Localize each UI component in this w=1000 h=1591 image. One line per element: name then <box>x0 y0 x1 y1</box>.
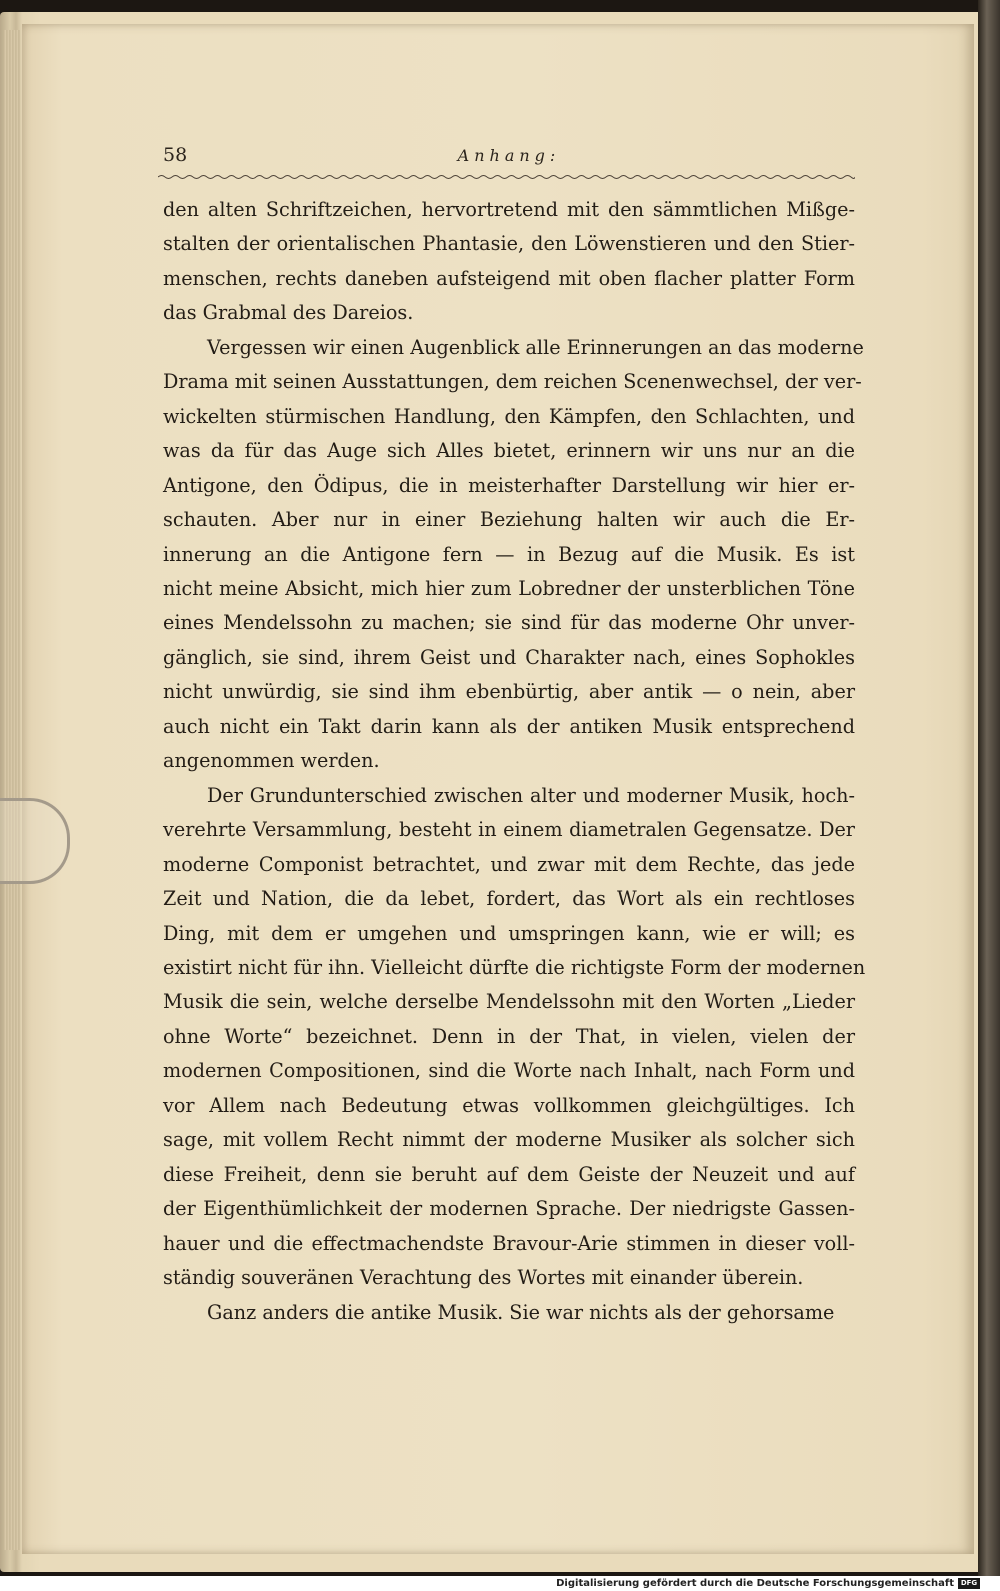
text-line: nicht unwürdig, sie sind ihm ebenbürtig, aber antik — o nein, aber <box>163 680 855 704</box>
text-line: schauten. Aber nur in einer Beziehung halten wir auch die Er- <box>163 508 855 532</box>
text-line: Drama mit seinen Ausstattungen, dem reichen Scenenwechsel, der ver- <box>163 370 862 394</box>
funding-credit: Digitalisierung gefördert durch die Deutsche Forschungsgemeinschaft <box>556 1578 954 1589</box>
text-line: Antigone, den Ödipus, die in meisterhafter Darstellung wir hier er- <box>163 473 855 497</box>
text-line: den alten Schriftzeichen, hervortretend mit den sämmtlichen Mißge- <box>163 198 855 221</box>
page-edges <box>4 30 20 1550</box>
text-line: das Grabmal des Dareios. <box>163 301 414 325</box>
text-line: hauer und die effectmachendste Bravour-Arie stimmen in dieser voll- <box>163 1231 855 1255</box>
text-line: nicht meine Absicht, mich hier zum Lobredner der unsterblichen Töne <box>163 576 855 600</box>
text-line: ständig souveränen Verachtung des Wortes mit einander überein. <box>163 1266 804 1290</box>
text-line: was da für das Auge sich Alles bietet, erinnern wir uns nur an die <box>163 439 855 463</box>
page-header <box>163 140 855 176</box>
text-line: verehrte Versammlung, besteht in einem diametralen Gegensatze. Der <box>163 818 855 842</box>
text-line: vor Allem nach Bedeutung etwas vollkommen gleichgültiges. Ich <box>163 1093 855 1117</box>
text-line: menschen, rechts daneben aufsteigend mit oben flacher platter Form <box>163 266 855 290</box>
text-line: Ding, mit dem er umgehen und umspringen kann, wie er will; es <box>163 921 855 945</box>
wavy-header-rule <box>158 174 855 180</box>
text-line: wickelten stürmischen Handlung, den Kämpfen, den Schlachten, und <box>163 404 855 428</box>
text-line: Ganz anders die antike Musik. Sie war nichts als der gehorsame <box>207 1300 835 1324</box>
text-line: diese Freiheit, denn sie beruht auf dem Geiste der Neuzeit und auf <box>163 1162 855 1186</box>
text-line: moderne Componist betrachtet, und zwar mit dem Rechte, das jede <box>163 852 855 876</box>
text-line: angenommen werden. <box>163 749 380 773</box>
text-line: eines Mendelssohn zu machen; sie sind für das moderne Ohr unver- <box>163 611 855 635</box>
text-line: gänglich, sie sind, ihrem Geist und Charakter nach, eines Sophokles <box>163 645 855 669</box>
text-line: existirt nicht für ihn. Vielleicht dürfte die richtigste Form der modernen <box>163 955 866 979</box>
text-line: der Eigenthümlichkeit der modernen Sprache. Der niedrigste Gassen- <box>163 1197 855 1221</box>
text-line: ohne Worte“ bezeichnet. Denn in der That, in vielen, vielen der <box>163 1024 855 1048</box>
text-line: Vergessen wir einen Augenblick alle Erinnerungen an das moderne <box>207 335 864 359</box>
text-line: stalten der orientalischen Phantasie, den Löwenstieren und den Stier- <box>163 232 855 256</box>
text-line: Musik die sein, welche derselbe Mendelssohn mit den Worten „Lieder <box>163 990 855 1014</box>
text-line: Zeit und Nation, die da lebet, fordert, das Wort als ein rechtloses <box>163 887 855 911</box>
running-head: Anhang: <box>457 146 561 165</box>
text-line: auch nicht ein Takt darin kann als der antiken Musik entsprechend <box>163 714 855 738</box>
text-line: sage, mit vollem Recht nimmt der moderne Musiker als solcher sich <box>163 1128 855 1152</box>
text-line: modernen Compositionen, sind die Worte nach Inhalt, nach Form und <box>163 1059 855 1083</box>
page-number: 58 <box>163 144 188 166</box>
dfg-logo: DFG <box>958 1578 980 1589</box>
text-line: Der Grundunterschied zwischen alter und moderner Musik, hoch- <box>207 783 855 807</box>
book-spine-edge <box>978 0 1000 1580</box>
text-line: innerung an die Antigone fern — in Bezug auf die Musik. Es ist <box>163 542 855 566</box>
body-text <box>163 193 866 1330</box>
